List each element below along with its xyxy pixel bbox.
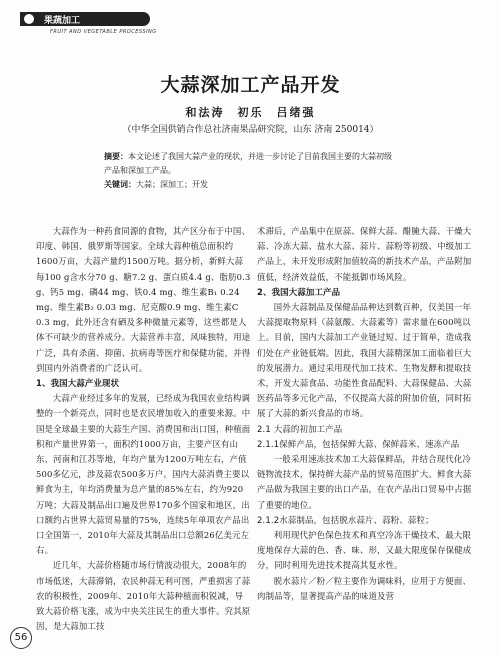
journal-badge-label: 果蔬加工 bbox=[44, 16, 81, 26]
keywords-text: 大蒜；深加工；开发 bbox=[136, 180, 208, 189]
subsection-heading: 2.1.1保鲜产品，包括保鲜大蒜、保鲜蒜米、速冻产品 bbox=[257, 438, 460, 449]
section-heading: 1、我国大蒜产业现状 bbox=[36, 378, 120, 389]
section-heading: 2、我国大蒜加工产品 bbox=[257, 286, 341, 297]
journal-badge bbox=[20, 12, 150, 26]
body-paragraph: 大蒜作为一种药食同源的食物，其产区分布于中国、印度、韩国、俄罗斯等国家。全球大蒜种植总面积约1600万亩，大蒜产量约1500万吨。据分析，新鲜大蒜每100 g含水分70 g、糖7.2 g、蛋白质4.4 g、脂肪0.3 g、钙5 mg、磷44 mg、铁0.4 mg、维生素B₁ 0.24 mg、维生素B₂ 0.03 mg、尼克酸0.9 mg、维生素C 0.3 mg，此外还含有硒及多种微量元素等，这些都是人体不可缺少的营养成分。大蒜营养丰富，风味独特，用途广泛，具有杀菌、抑菌、抗病毒等医疗和保健功能，并得到国内外消费者的广泛认可。 bbox=[36, 226, 251, 373]
journal-subtitle: FRUIT AND VEGETABLE PROCESSING bbox=[50, 29, 157, 35]
journal-header bbox=[20, 12, 157, 35]
keywords-label: 关键词： bbox=[104, 180, 136, 189]
abstract-block bbox=[104, 150, 399, 192]
badge-dot-icon bbox=[24, 14, 34, 24]
right-column bbox=[257, 224, 472, 604]
article-title: 大蒜深加工产品开发 bbox=[160, 74, 341, 96]
article-affiliation: （中华全国供销合作总社济南果品研究院，山东 济南 250014） bbox=[122, 125, 379, 135]
subsection-heading: 2.1.2水蒜制品，包括脱水蒜片、蒜粉、蒜粒； bbox=[257, 514, 434, 525]
abstract bbox=[104, 150, 399, 178]
abstract-label: 摘要： bbox=[104, 152, 128, 161]
page-number: 56 bbox=[10, 627, 32, 649]
keywords bbox=[104, 178, 399, 192]
subsection-heading: 2.1 大蒜的初加工产品 bbox=[257, 423, 343, 434]
article-authors: 和法涛 初乐 吕绪强 bbox=[185, 106, 316, 119]
body-paragraph: 一般采用速冻技术加工大蒜保鲜品，并结合现代化冷链物流技术，保持鲜大蒜产品的贸易范围扩大。鲜食大蒜产品做为我国主要的出口产品，在农产品出口贸易中占据了重要的地位。 bbox=[257, 454, 472, 510]
abstract-text: 本文论述了我国大蒜产业的现状，并进一步讨论了目前我国主要的大蒜初级产品和深加工产品。 bbox=[104, 152, 392, 175]
body-paragraph: 术滞后，产品集中在原蒜、保鲜大蒜、醋腌大蒜、干燥大蒜、冷冻大蒜、盐水大蒜、蒜片、蒜粉等初级、中级加工产品上，未开发形成附加值较高的新技术产品，产品附加值低，经济效益低，不能抵御市场风险。 bbox=[257, 226, 472, 282]
left-column bbox=[36, 224, 251, 634]
body-paragraph: 国外大蒜制品及保健品品种达到数百种，仅美国一年大蒜提取物原料（蒜氨酸、大蒜素等）需求量在600吨以上。目前，国内大蒜加工产业链过短、过于简单，造成我们处在产业链低端。因此，我国大蒜精深加工面临着巨大的发展潜力。通过采用现代加工技术、生物发酵和提取技术，开发大蒜食品、功能性食品配料、大蒜保健品、大蒜医药品等多元化产品，不仅提高大蒜的附加价值，同时拓展了大蒜的新兴食品的市场。 bbox=[257, 302, 472, 419]
body-paragraph: 近几年，大蒜价格随市场行情波动很大，2008年的市场低迷，大蒜滞销，农民种蒜无利可图，严重损害了蒜农的积极性，2009年、2010年大蒜种植面积锐减，导致大蒜价格飞涨，成为中央关注民生的重大事件。究其原因，是大蒜加工技 bbox=[36, 560, 251, 632]
body-paragraph: 脱水蒜片／粉／粒主要作为调味料，应用于方便面、肉制品等，显著提高产品的味道及营 bbox=[257, 575, 472, 601]
body-paragraph: 大蒜产业经过多年的发展，已经成为我国农业结构调整的一个新亮点，同时也是农民增加收入的重要来源。中国是全球最主要的大蒜生产国、消费国和出口国，种植面积和产量世界第一，面积约1000万亩，主要产区有山东、河南和江苏等地，年均产量为1200万吨左右，产值500多亿元，涉及蒜农500多万户。国内大蒜消费主要以鲜食为主，年均消费量为总产量的85%左右，约为920万吨；大蒜及制品出口遍及世界170多个国家和地区，出口额约占世界大蒜贸易量的75%，连续5年单项农产品出口全国第一，2010年大蒜及其制品出口总额26亿美元左右。 bbox=[36, 393, 251, 556]
body-paragraph: 利用现代护色保色技术和真空冷冻干燥技术，最大限度地保存大蒜的色、香、味、形，又最大限度保存保健成分，同时利用先进技术提高其复水性。 bbox=[257, 530, 472, 571]
